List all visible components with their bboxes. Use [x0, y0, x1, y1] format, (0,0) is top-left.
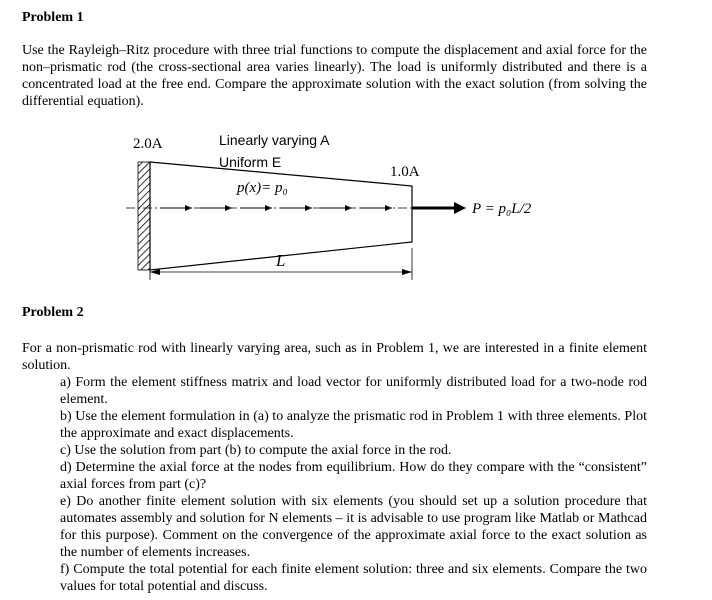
problem-2-parts [60, 374, 647, 595]
modulus-label: Uniform E [219, 154, 282, 170]
area-variation-label: Linearly varying A [219, 132, 330, 148]
problem-1-title: Problem 1 [22, 10, 84, 25]
part-b: b) Use the element formulation in (a) to analyze the prismatic rod in Problem 1 with three elements. Plot the approximate and exact displacements. [60, 409, 647, 441]
dimension-arrow-right [402, 269, 412, 275]
part-d: d) Determine the axial force at the nodes from equilibrium. How do they compare with the “consistent” axial forces from part (c)? [60, 460, 647, 492]
problem-1-text: Use the Rayleigh–Ritz procedure with three trial functions to compute the displacement and axial force for the non–prismatic rod (the cross-sectional area varies linearly). The load is uniformly distributed and there is a concentrated load at the free end. Compare the approximate solution with the exact solution (from solving the differential equation). [22, 43, 647, 109]
right-area-label: 1.0A [390, 164, 420, 180]
part-a: a) Form the element stiffness matrix and load vector for uniformly distributed load for a two-node rod element. [60, 375, 647, 407]
end-load-arrowhead [454, 202, 466, 214]
length-label: L [276, 251, 286, 270]
part-f: f) Compute the total potential for each finite element solution: three and six elements. Compare the two values for total potential and discuss. [60, 562, 647, 594]
fixed-wall-support [138, 162, 150, 270]
part-c: c) Use the solution from part (b) to compute the axial force in the rod. [60, 443, 452, 458]
problem-2-title: Problem 2 [22, 305, 84, 320]
end-load-label: P = p₀L/2 [472, 201, 532, 217]
distributed-load-label: p(x)= p₀ [237, 180, 288, 196]
left-area-label: 2.0A [133, 136, 163, 152]
problem-2-intro: For a non-prismatic rod with linearly varying area, such as in Problem 1, we are interested in a finite element solution. [22, 341, 647, 373]
part-e: e) Do another finite element solution with six elements (you should set up a solution procedure that automates assembly and solution for N elements – it is advisable to use program like Matlab or Mathcad for this purpose). Comment on the convergence of the approximate axial force to the exact solution as the number of elements increases. [60, 494, 647, 560]
